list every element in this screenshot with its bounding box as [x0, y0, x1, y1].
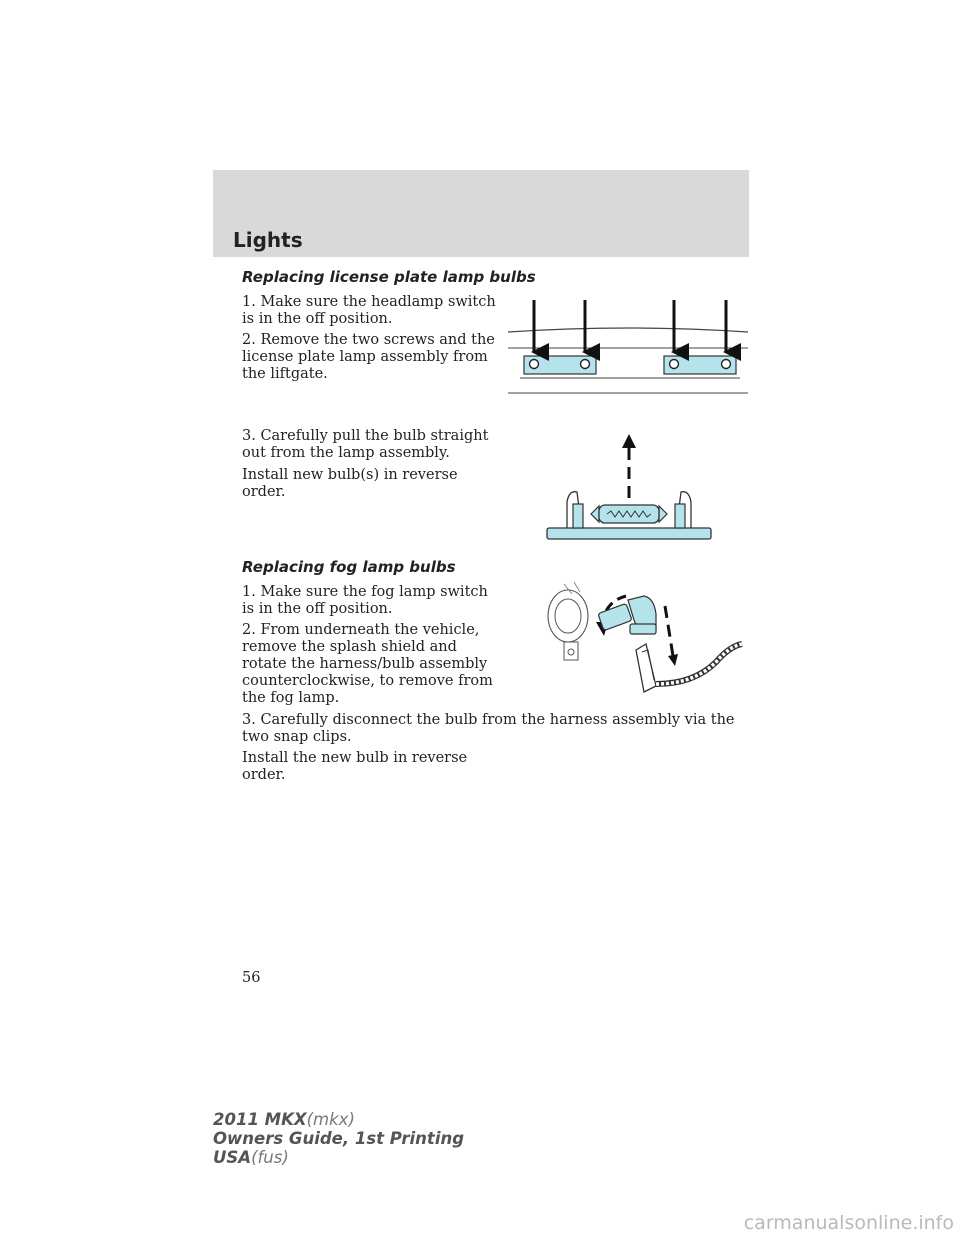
- fog-lamp-heading: Replacing fog lamp bulbs: [242, 558, 456, 576]
- fog-step-2: 2. From underneath the vehicle, remove the splash shield and rotate the harness/bulb assembly counterclockwise, to remove from the fog lamp.: [242, 622, 493, 706]
- license-step-2: 2. Remove the two screws and the license plate lamp assembly from the liftgate.: [242, 332, 495, 382]
- license-plate-heading: Replacing license plate lamp bulbs: [242, 268, 536, 286]
- license-install-note: Install new bulb(s) in reverse order.: [242, 467, 458, 500]
- fog-install-note: Install the new bulb in reverse order.: [242, 750, 468, 783]
- section-title: Lights: [233, 228, 303, 252]
- section-header-band: [213, 170, 749, 257]
- footer-line-2: Owners Guide, 1st Printing: [213, 1129, 465, 1148]
- document-footer: [213, 1110, 464, 1167]
- fog-lamp-bulb-illustration: [544, 580, 750, 700]
- license-step-1: 1. Make sure the headlamp switch is in the off position.: [242, 294, 496, 327]
- license-step-3: 3. Carefully pull the bulb straight out from the lamp assembly.: [242, 428, 489, 461]
- license-plate-screws-illustration: [508, 296, 750, 400]
- license-bulb-removal-illustration: [545, 432, 713, 542]
- fog-step-1: 1. Make sure the fog lamp switch is in the off position.: [242, 584, 488, 617]
- page-number: 56: [242, 970, 261, 986]
- fog-step-3: 3. Carefully disconnect the bulb from the harness assembly via the two snap clips.: [242, 712, 735, 745]
- watermark-text: carmanualsonline.info: [743, 1212, 954, 1234]
- footer-line-1: 2011 MKX(mkx): [213, 1110, 355, 1129]
- footer-line-3: USA(fus): [213, 1148, 289, 1167]
